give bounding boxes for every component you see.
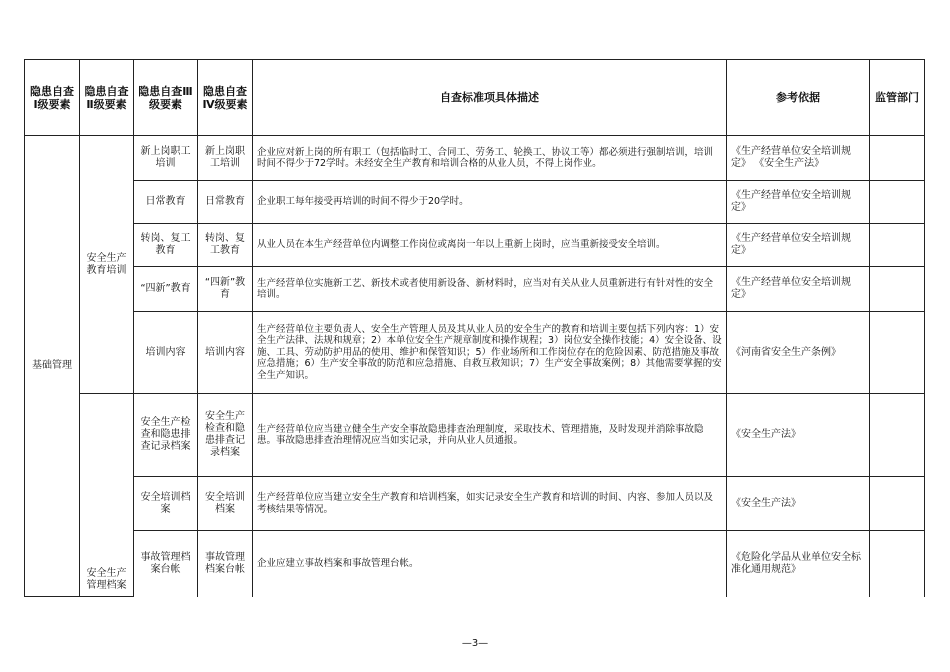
- table-row: [25, 477, 925, 531]
- reference-cell: 《生产经营单位安全培训规定》: [727, 181, 870, 224]
- department-cell: [870, 136, 925, 181]
- level4-cell: 培训内容: [198, 312, 253, 394]
- level4-cell: 安全生产检查和隐患排查记录档案: [198, 394, 253, 477]
- header-level2: 隐患自查Ⅱ级要素: [80, 60, 134, 136]
- reference-cell: 《危险化学品从业单位安全标准化通用规范》: [727, 531, 870, 597]
- department-cell: [870, 531, 925, 597]
- table-row: [25, 224, 925, 267]
- level4-cell: “四新”教育: [198, 267, 253, 312]
- department-cell: [870, 312, 925, 394]
- department-cell: [870, 267, 925, 312]
- table-row: [25, 312, 925, 394]
- department-cell: [870, 477, 925, 531]
- level2-cell-training: 安全生产教育培训: [80, 136, 134, 394]
- level3-cell: 转岗、复工教育: [134, 224, 198, 267]
- header-level1: 隐患自查Ⅰ级要素: [25, 60, 80, 136]
- level1-cell: 基础管理: [25, 136, 80, 597]
- level4-cell: 新上岗职工培训: [198, 136, 253, 181]
- description-cell: 企业应对新上岗的所有职工（包括临时工、合同工、劳务工、轮换工、协议工等）都必须进行强制培训，培训时间不得少于72学时。未经安全生产教育和培训合格的从业人员，不得上岗作业。: [253, 136, 727, 181]
- level4-cell: 转岗、复工教育: [198, 224, 253, 267]
- table-row: [25, 531, 925, 597]
- reference-cell: 《生产经营单位安全培训规定》: [727, 267, 870, 312]
- description-cell: 企业应建立事故档案和事故管理台帐。: [253, 531, 727, 597]
- level4-cell: 日常教育: [198, 181, 253, 224]
- level2-cell-archives: 安全生产管理档案: [80, 394, 134, 597]
- page-number: —3—: [461, 638, 489, 649]
- description-cell: 从业人员在本生产经营单位内调整工作岗位或离岗一年以上重新上岗时，应当重新接受安全培训。: [253, 224, 727, 267]
- department-cell: [870, 181, 925, 224]
- level3-cell: 事故管理档案台帐: [134, 531, 198, 597]
- department-cell: [870, 224, 925, 267]
- level4-cell: 事故管理档案台帐: [198, 531, 253, 597]
- level3-cell: 安全培训档案: [134, 477, 198, 531]
- header-department: 监管部门: [870, 60, 925, 136]
- header-level3: 隐患自查Ⅲ级要素: [134, 60, 198, 136]
- header-reference: 参考依据: [727, 60, 870, 136]
- reference-cell: 《安全生产法》: [727, 477, 870, 531]
- description-cell: 生产经营单位应当建立健全生产安全事故隐患排查治理制度，采取技术、管理措施，及时发现并消除事故隐患。事故隐患排查治理情况应当如实记录，并向从业人员通报。: [253, 394, 727, 477]
- reference-cell: 《生产经营单位安全培训规定》 《安全生产法》: [727, 136, 870, 181]
- table-row: [25, 267, 925, 312]
- table-row: [25, 394, 925, 477]
- level3-cell: 新上岗职工培训: [134, 136, 198, 181]
- hazard-checklist-table: [24, 59, 925, 597]
- header-row: [25, 60, 925, 136]
- description-cell: 生产经营单位主要负责人、安全生产管理人员及其从业人员的安全生产的教育和培训主要包括下列内容：1）安全生产法律、法规和规章；2）本单位安全生产规章制度和操作规程；3）岗位安全操作技能；4）安全设备、设施、工具、劳动防护用品的使用、维护和保管知识；5）作业场所和工作岗位存在的危险因素、防范措施及事故应急措施；6）生产安全事故的防范和应急措施、自救互救知识；7）生产安全事故案例；8）其他需要掌握的安全生产知识。: [253, 312, 727, 394]
- table-row: [25, 136, 925, 181]
- description-cell: 生产经营单位实施新工艺、新技术或者使用新设备、新材料时，应当对有关从业人员重新进行有针对性的安全培训。: [253, 267, 727, 312]
- reference-cell: 《安全生产法》: [727, 394, 870, 477]
- description-cell: 企业职工每年接受再培训的时间不得少于20学时。: [253, 181, 727, 224]
- level3-cell: 安全生产检查和隐患排查记录档案: [134, 394, 198, 477]
- level3-cell: “四新”教育: [134, 267, 198, 312]
- department-cell: [870, 394, 925, 477]
- level3-cell: 培训内容: [134, 312, 198, 394]
- reference-cell: 《河南省安全生产条例》: [727, 312, 870, 394]
- hazard-checklist-sheet: [24, 59, 925, 597]
- level3-cell: 日常教育: [134, 181, 198, 224]
- table-row: [25, 181, 925, 224]
- reference-cell: 《生产经营单位安全培训规定》: [727, 224, 870, 267]
- level4-cell: 安全培训档案: [198, 477, 253, 531]
- header-level4: 隐患自查Ⅳ级要素: [198, 60, 253, 136]
- description-cell: 生产经营单位应当建立安全生产教育和培训档案，如实记录安全生产教育和培训的时间、内容、参加人员以及考核结果等情况。: [253, 477, 727, 531]
- header-description: 自查标准项具体描述: [253, 60, 727, 136]
